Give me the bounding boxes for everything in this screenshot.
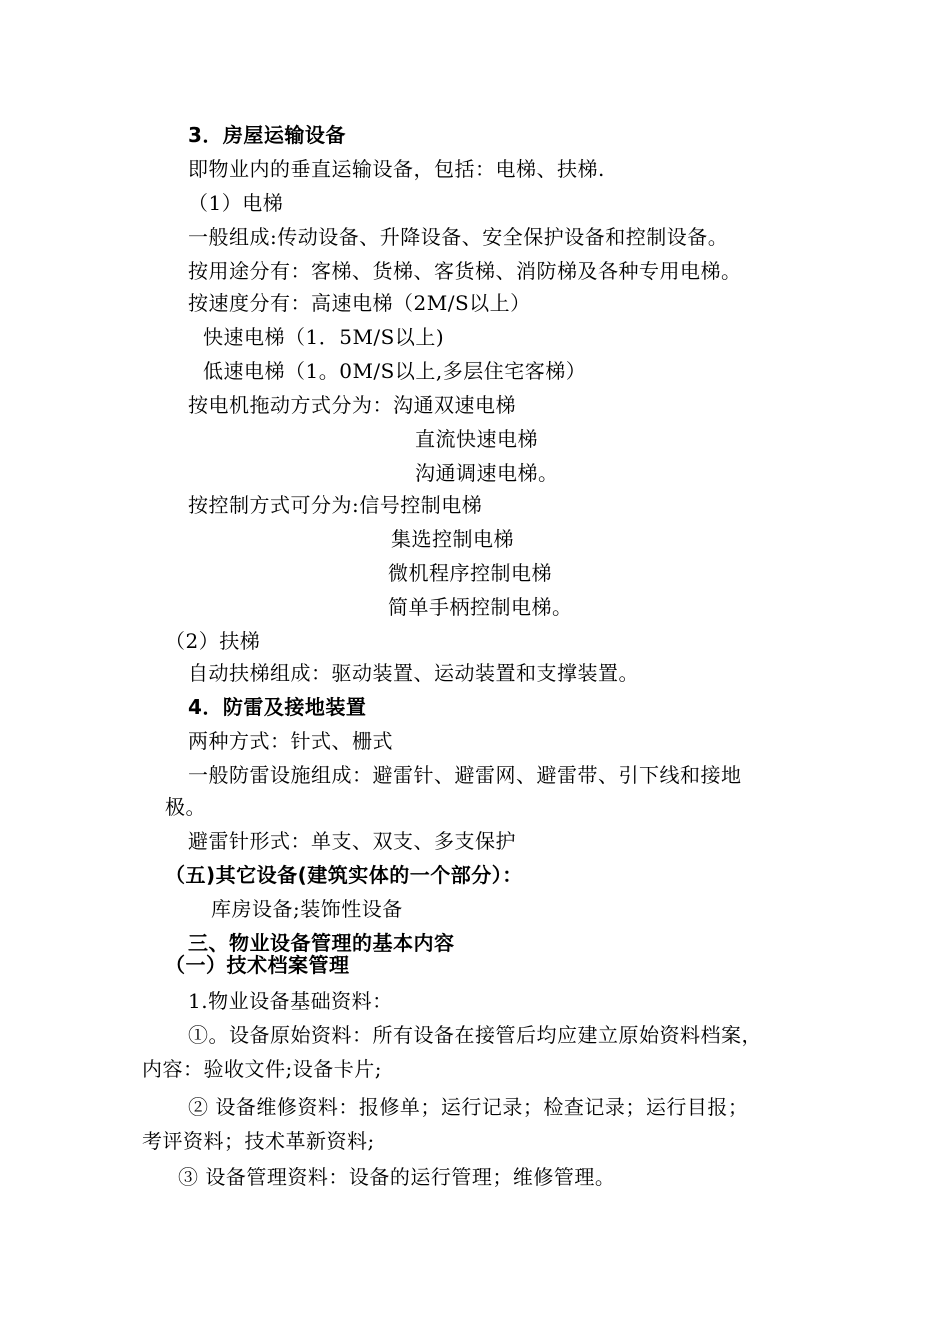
subheading-escalator: （2）扶梯 (165, 629, 261, 653)
paragraph-line: ①。设备原始资料：所有设备在接管后均应建立原始资料档案， (188, 1023, 762, 1047)
paragraph-line: 按控制方式可分为:信号控制电梯 (188, 493, 483, 517)
paragraph-line: 两种方式：针式、栅式 (188, 729, 393, 753)
paragraph-line: 按电机拖动方式分为：沟通双速电梯 (188, 393, 516, 417)
paragraph-line: 极。 (165, 795, 206, 819)
paragraph-line: 集选控制电梯 (391, 527, 514, 551)
paragraph-line: 直流快速电梯 (415, 427, 538, 451)
paragraph-line: 按用途分有：客梯、货梯、客货梯、消防梯及各种专用电梯。 (188, 259, 742, 283)
paragraph-line: 微机程序控制电梯 (388, 561, 552, 585)
paragraph-line: 1.物业设备基础资料： (188, 989, 393, 1013)
paragraph-line: 内容：验收文件;设备卡片; (142, 1057, 382, 1081)
paragraph-line: 快速电梯（1．5M/S以上) (203, 325, 445, 349)
paragraph-line: 按速度分有：高速电梯（2M/S以上） (188, 291, 531, 315)
heading-lightning-protection: 4．防雷及接地装置 (188, 695, 367, 719)
subheading-elevator: （1）电梯 (188, 191, 284, 215)
heading-technical-archives: （一）技术档案管理 (165, 953, 350, 977)
paragraph-line: 一般防雷设施组成：避雷针、避雷网、避雷带、引下线和接地 (188, 763, 742, 787)
paragraph-line: 自动扶梯组成：驱动装置、运动装置和支撑装置。 (188, 661, 639, 685)
paragraph-line: 考评资料；技术革新资料; (142, 1129, 375, 1153)
heading-transport-equipment: 3．房屋运输设备 (188, 123, 346, 147)
paragraph-line: ③ 设备管理资料：设备的运行管理；维修管理。 (178, 1165, 616, 1189)
paragraph-line: 简单手柄控制电梯。 (388, 595, 573, 619)
paragraph-line: 沟通调速电梯。 (415, 461, 559, 485)
paragraph-line: 库房设备;装饰性设备 (211, 897, 403, 921)
paragraph-line: 即物业内的垂直运输设备，包括：电梯、扶梯. (188, 157, 605, 181)
paragraph-line: 一般组成:传动设备、升降设备、安全保护设备和控制设备。 (188, 225, 729, 249)
paragraph-line: ② 设备维修资料：报修单；运行记录；检查记录；运行目报； (188, 1095, 749, 1119)
heading-management-content: 三、物业设备管理的基本内容 (188, 931, 455, 955)
paragraph-line: 避雷针形式：单支、双支、多支保护 (188, 829, 516, 853)
heading-other-equipment: （五)其它设备(建筑实体的一个部分）： (165, 863, 523, 887)
paragraph-line: 低速电梯（1。0M/S以上,多层住宅客梯） (203, 359, 587, 383)
